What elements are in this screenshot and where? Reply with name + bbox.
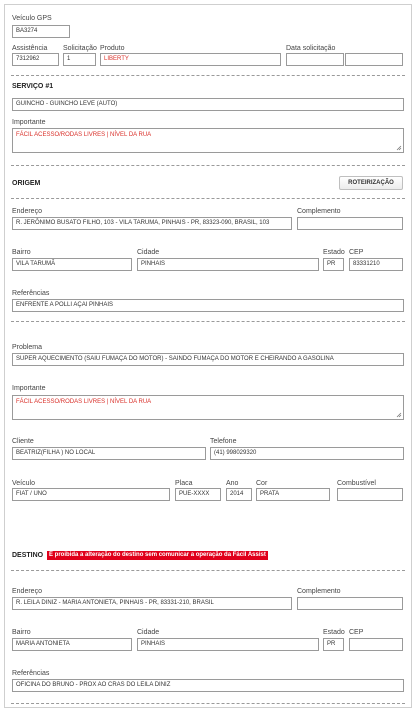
combustivel-input[interactable] [337, 488, 403, 501]
solicitacao-label: Solicitação [63, 45, 97, 52]
assistencia-label: Assistência [12, 45, 48, 52]
assistencia-input[interactable]: 7312962 [12, 53, 59, 66]
veiculo-gps-label: Veículo GPS [12, 15, 52, 22]
divider [11, 75, 405, 76]
destino-cep-input[interactable] [349, 638, 403, 651]
veiculo-label: Veículo [12, 480, 35, 487]
cliente-input[interactable]: BEATRIZ(FILHA ) NO LOCAL [12, 447, 206, 460]
origem-cidade-label: Cidade [137, 249, 160, 256]
origem-cidade-input[interactable]: PINHAIS [137, 258, 319, 271]
placa-label: Placa [175, 480, 193, 487]
destino-endereco-label: Endereço [12, 588, 42, 595]
data-solicitacao-label: Data solicitação [286, 45, 336, 52]
telefone-label: Telefone [210, 438, 237, 445]
divider [11, 570, 405, 571]
destino-estado-input[interactable]: PR [323, 638, 344, 651]
destino-cidade-label: Cidade [137, 629, 160, 636]
origem-bairro-label: Bairro [12, 249, 31, 256]
servico-importante-textarea[interactable] [12, 128, 404, 153]
origem-referencias-input[interactable]: ENFRENTE A POLLI AÇAI PINHAIS [12, 299, 404, 312]
cor-label: Cor [256, 480, 268, 487]
cliente-label: Cliente [12, 438, 34, 445]
divider [11, 198, 405, 199]
veiculo-gps-input[interactable]: BA3274 [12, 25, 70, 38]
detalhes-importante-text: FÁCIL ACESSO/RODAS LIVRES | NÍVEL DA RUA [16, 399, 152, 405]
destino-bairro-input[interactable]: MARIA ANTONIETA [12, 638, 132, 651]
origem-referencias-label: Referências [12, 290, 50, 297]
roteirizacao-button[interactable]: ROTEIRIZAÇÃO [339, 176, 403, 190]
divider [11, 321, 405, 322]
resize-grip-icon[interactable] [396, 145, 402, 151]
combustivel-label: Combustível [337, 480, 376, 487]
problema-input[interactable]: SUPER AQUECIMENTO (SAIU FUMAÇA DO MOTOR) - SAINDO FUMAÇA DO MOTOR E CHEIRANDO A GASOLINA [12, 353, 404, 366]
service-form-panel [4, 4, 412, 708]
produto-input[interactable]: LIBERTY [100, 53, 281, 66]
origem-cep-label: CEP [349, 249, 364, 256]
destino-complemento-label: Complemento [297, 588, 341, 595]
servico-title: SERVIÇO #1 [12, 83, 54, 90]
detalhes-importante-textarea[interactable] [12, 395, 404, 420]
destino-title: DESTINO [12, 552, 44, 559]
destino-cep-label: CEP [349, 629, 364, 636]
destino-complemento-input[interactable] [297, 597, 403, 610]
data-solicitacao-date-input[interactable] [286, 53, 344, 66]
destino-referencias-label: Referências [12, 670, 50, 677]
placa-input[interactable]: PUE-XXXX [175, 488, 221, 501]
ano-input[interactable]: 2014 [226, 488, 252, 501]
divider [11, 165, 405, 166]
destino-warning-badge: É proibida a alteração do destino sem comunicar a operação da Fácil Assist [49, 552, 266, 558]
solicitacao-input[interactable]: 1 [63, 53, 96, 66]
detalhes-importante-label: Importante [12, 385, 46, 392]
origem-cep-input[interactable]: 83331210 [349, 258, 403, 271]
origem-complemento-label: Complemento [297, 208, 341, 215]
data-solicitacao-time-input[interactable] [345, 53, 403, 66]
produto-label: Produto [100, 45, 125, 52]
origem-complemento-input[interactable] [297, 217, 403, 230]
servico-input[interactable]: GUINCHO - GUINCHO LEVE (AUTO) [12, 98, 404, 111]
ano-label: Ano [226, 480, 239, 487]
destino-bairro-label: Bairro [12, 629, 31, 636]
divider [11, 703, 405, 704]
origem-endereco-input[interactable]: R. JERÔNIMO BUSATO FILHO, 103 - VILA TARUMA, PINHAIS - PR, 83323-090, BRASIL, 103 [12, 217, 292, 230]
origem-endereco-label: Endereço [12, 208, 42, 215]
destino-referencias-input[interactable]: OFICINA DO BRUNO - PROX AO CRAS DO LEILA DINIZ [12, 679, 404, 692]
origem-estado-input[interactable]: PR [323, 258, 344, 271]
resize-grip-icon[interactable] [396, 412, 402, 418]
telefone-input[interactable]: (41) 998029320 [210, 447, 404, 460]
servico-importante-label: Importante [12, 119, 46, 126]
veiculo-input[interactable]: FIAT / UNO [12, 488, 170, 501]
servico-importante-text: FÁCIL ACESSO/RODAS LIVRES | NÍVEL DA RUA [16, 132, 152, 138]
origem-title: ORIGEM [12, 180, 41, 187]
destino-endereco-input[interactable]: R. LEILA DINIZ - MARIA ANTONIETA, PINHAIS - PR, 83331-210, BRASIL [12, 597, 292, 610]
destino-cidade-input[interactable]: PINHAIS [137, 638, 319, 651]
cor-input[interactable]: PRATA [256, 488, 330, 501]
destino-estado-label: Estado [323, 629, 345, 636]
origem-estado-label: Estado [323, 249, 345, 256]
problema-label: Problema [12, 344, 42, 351]
origem-bairro-input[interactable]: VILA TARUMÃ [12, 258, 132, 271]
